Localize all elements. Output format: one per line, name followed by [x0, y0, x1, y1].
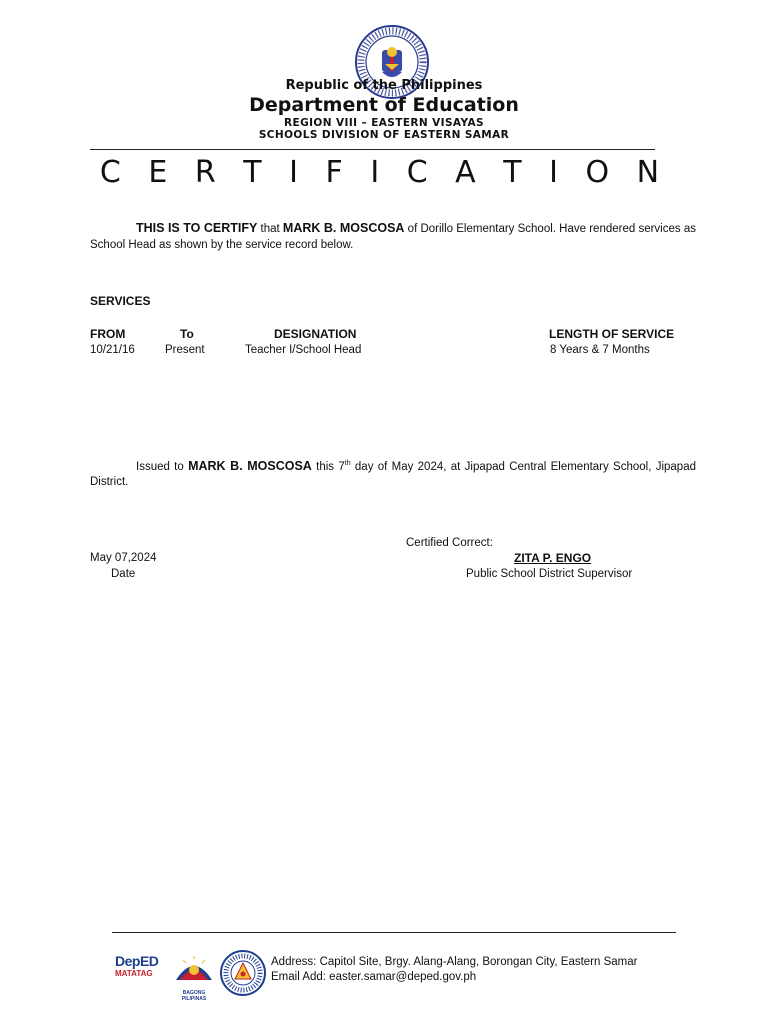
row-designation: Teacher I/School Head [245, 344, 362, 356]
header-divider [90, 149, 655, 150]
services-heading: SERVICES [90, 294, 151, 308]
row-to: Present [165, 344, 205, 356]
footer-email: Email Add: easter.samar@deped.gov.ph [271, 971, 477, 983]
column-to: To [180, 327, 194, 341]
bagong-pilipinas-icon [170, 952, 218, 986]
issued-post: day of May 2024, at Jipapad Central Elementary School, Jipapad District. [90, 460, 696, 489]
issued-sup: th [344, 460, 351, 467]
certify-that: that [260, 223, 280, 235]
matatag-text: MATATAG [115, 969, 153, 978]
division-seal-icon [220, 950, 266, 996]
certified-correct-label: Certified Correct: [406, 537, 493, 549]
column-length: LENGTH OF SERVICE [549, 327, 675, 341]
header-division: SCHOOLS DIVISION OF EASTERN SAMAR [258, 129, 510, 141]
certify-rest: of Dorillo Elementary School. Have rendered services as School Head as shown by the service record below. [90, 223, 696, 251]
signatory-position: Public School District Supervisor [466, 568, 633, 580]
column-from: FROM [90, 327, 126, 341]
issued-name: MARK B. MOSCOSA [188, 458, 312, 473]
deped-matatag-logo [115, 953, 165, 995]
issued-pre: Issued to [136, 460, 184, 473]
header-region: REGION VIII – EASTERN VISAYAS [284, 117, 484, 129]
issue-date: May 07,2024 [90, 552, 157, 564]
row-from: 10/21/16 [90, 344, 135, 356]
certify-paragraph [90, 221, 696, 253]
header-department: Department of Education [249, 94, 519, 116]
certify-lead: THIS IS TO CERTIFY [136, 221, 258, 235]
footer-address: Address: Capitol Site, Brgy. Alang-Alang, Borongan City, Eastern Samar [271, 956, 638, 968]
signatory-name: ZITA P. ENGO [514, 551, 592, 565]
header-republic: Republic of the Philippines [285, 78, 483, 93]
bagong-pilipinas-logo [170, 952, 218, 1002]
row-length: 8 Years & 7 Months [550, 344, 650, 356]
bagong-text: BAGONG PILIPINAS [181, 990, 207, 1002]
certification-title: C E R T I F I C A T I O N [99, 155, 669, 190]
date-label: Date [111, 568, 136, 580]
certify-name: MARK B. MOSCOSA [282, 221, 405, 235]
column-designation: DESIGNATION [274, 327, 357, 341]
issued-mid: this 7 [316, 460, 345, 473]
footer-divider [112, 932, 676, 933]
issued-paragraph [90, 456, 696, 491]
deped-logo-text: DepED [115, 953, 159, 969]
